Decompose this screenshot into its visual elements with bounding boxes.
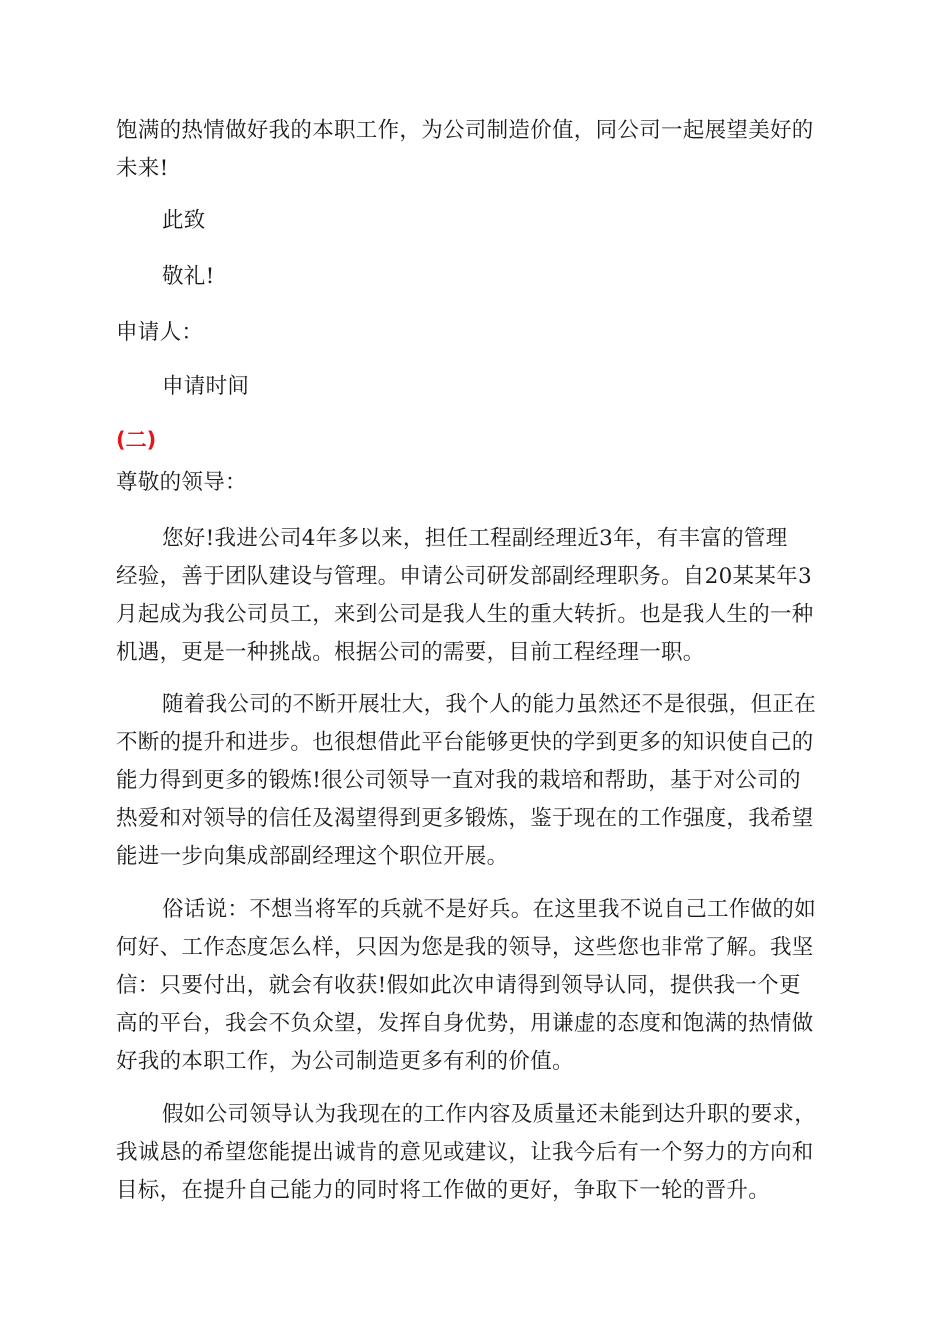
paragraph-1-line-3: 月起成为我公司员工，来到公司是我人生的重大转折。也是我人生的一种	[116, 602, 814, 627]
paragraph-2-line-3: 能力得到更多的锻炼!很公司领导一直对我的栽培和帮助，基于对公司的	[116, 768, 801, 793]
paragraph-2-line-2: 不断的提升和进步。也很想借此平台能够更快的学到更多的知识使自己的	[116, 730, 814, 755]
paragraph-2-line-1: 随着我公司的不断开展壮大，我个人的能力虽然还不是很强，但正在	[162, 692, 817, 717]
paragraph-1-line-1: 您好!我进公司4年多以来，担任工程副经理近3年，有丰富的管理	[162, 526, 788, 551]
paragraph-3-line-2: 何好、工作态度怎么样，只因为您是我的领导，这些您也非常了解。我坚	[116, 935, 814, 960]
salutation-cizhi: 此致	[162, 208, 206, 233]
continuation-paragraph	[116, 112, 814, 188]
greeting: 尊敬的领导：	[116, 470, 247, 495]
paragraph-1-line-2: 经验，善于团队建设与管理。申请公司研发部副经理职务。自20某某年3	[116, 564, 812, 589]
continuation-line-1: 饱满的热情做好我的本职工作，为公司制造价值，同公司一起展望美好的	[116, 118, 814, 143]
paragraph-1-line-4: 机遇，更是一种挑战。根据公司的需要，目前工程经理一职。	[116, 640, 705, 665]
paragraph-4	[116, 1096, 816, 1210]
applicant-label: 申请人：	[116, 320, 204, 345]
section-heading: (二)	[116, 428, 157, 452]
continuation-line-2: 未来!	[116, 156, 169, 181]
paragraph-2-line-5: 能进一步向集成部副经理这个职位开展。	[116, 844, 509, 869]
paragraph-3-line-1: 俗话说：不想当将军的兵就不是好兵。在这里我不说自己工作做的如	[162, 897, 817, 922]
salutation-jingli: 敬礼!	[162, 264, 215, 289]
paragraph-4-line-1: 假如公司领导认为我现在的工作内容及质量还未能到达升职的要求，	[162, 1102, 817, 1127]
paragraph-3-line-3: 信：只要付出，就会有收获!假如此次申请得到领导认同，提供我一个更	[116, 973, 801, 998]
paragraph-3-line-4: 高的平台，我会不负众望，发挥自身优势，用谦虚的态度和饱满的热情做	[116, 1011, 814, 1036]
paragraph-3	[116, 891, 816, 1081]
paragraph-3-line-5: 好我的本职工作，为公司制造更多有利的价值。	[116, 1049, 574, 1074]
paragraph-4-line-3: 目标，在提升自己能力的同时将工作做的更好，争取下一轮的晋升。	[116, 1178, 771, 1203]
application-date-label: 申请时间	[162, 374, 250, 399]
paragraph-4-line-2: 我诚恳的希望您能提出诚肯的意见或建议，让我今后有一个努力的方向和	[116, 1140, 814, 1165]
paragraph-1	[116, 520, 814, 672]
paragraph-2	[116, 686, 816, 876]
paragraph-2-line-4: 热爱和对领导的信任及渴望得到更多锻炼，鉴于现在的工作强度，我希望	[116, 806, 814, 831]
